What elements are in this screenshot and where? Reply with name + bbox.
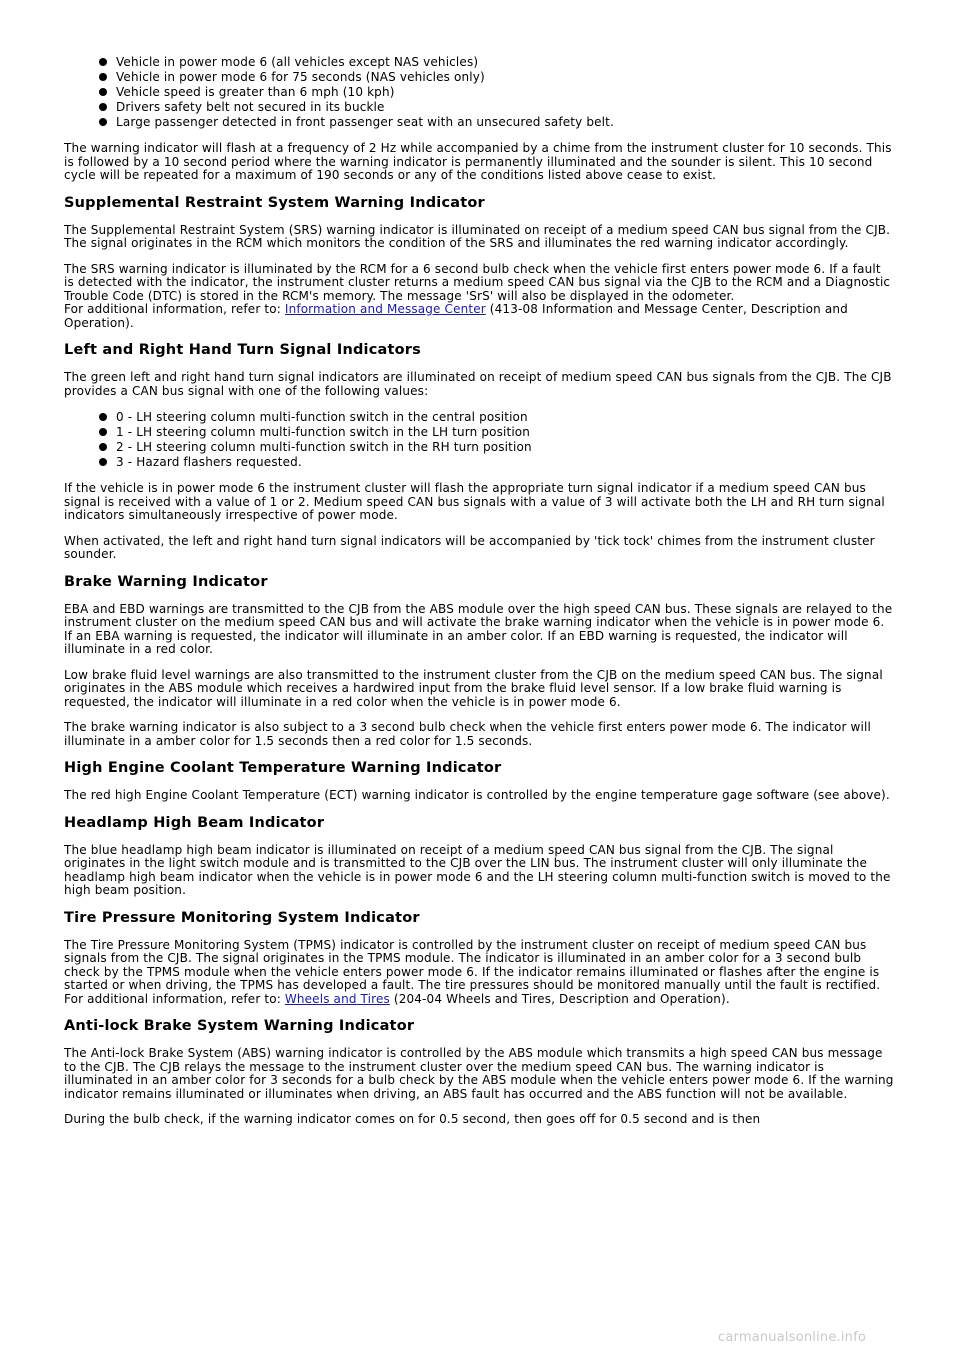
paragraph-srs-2-text: The SRS warning indicator is illuminated by the RCM for a 6 second bulb check when the vehicle first enters power mode 6. If a fault is detected with the indicator, the instrument cluster returns a medium speed CAN bus signal via the CJB to the RCM and a Diagnostic Trouble Code (DTC) is stored in the RCM's memory. The message 'SrS' will also be displayed in the odometer. — [64, 261, 891, 303]
tpms-ref-suffix: (204-04 Wheels and Tires, Description and Operation). — [389, 991, 730, 1006]
bullet-icon — [99, 118, 107, 126]
heading-coolant: High Engine Coolant Temperature Warning Indicator — [64, 760, 502, 776]
list-item: Vehicle speed is greater than 6 mph (10 kph) — [64, 85, 894, 100]
heading-headlamp: Headlamp High Beam Indicator — [64, 814, 325, 831]
bullet-icon — [99, 443, 107, 451]
list-item: Large passenger detected in front passenger seat with an unsecured safety belt. — [64, 115, 894, 130]
paragraph-brake-3: The brake warning indicator is also subject to a 3 second bulb check when the vehicle first enters power mode 6. The indicator will illuminate in a amber color for 1.5 seconds then a red color for 1.5 seconds. — [64, 720, 871, 748]
list-item: 0 - LH steering column multi-function switch in the central position — [64, 410, 894, 425]
paragraph-turn-2: If the vehicle is in power mode 6 the instrument cluster will flash the appropriate turn signal indicator if a medium speed CAN bus signal is received with a value of 1 or 2. Medium speed CAN bus signals with a value of 3 will activate both the LH and RH turn signal indicators simultaneously irrespective of power mode. — [64, 481, 885, 522]
paragraph-srs-1: The Supplemental Restraint System (SRS) warning indicator is illuminated on receipt of a medium speed CAN bus signal from the CJB. The signal originates in the RCM which monitors the condition of the SRS and illuminates the red warning indicator accordingly. — [64, 222, 891, 250]
paragraph-brake-2: Low brake fluid level warnings are also transmitted to the instrument cluster from the CJB on the medium speed CAN bus. The signal originates in the ABS module which receives a hardwired input from the brake fluid level sensor. If a low brake fluid warning is requested, the indicator will illuminate in a red color when the vehicle is in power mode 6. — [64, 667, 883, 709]
list-item: 3 - Hazard flashers requested. — [64, 455, 894, 470]
paragraph-headlamp: The blue headlamp high beam indicator is illuminated on receipt of a medium speed CAN bus signal from the CJB. The signal originates in the light switch module and is transmitted to the CJB over the LIN bus. The instrument cluster will only illuminate the headlamp high beam indicator when the vehicle is in power mode 6 and the LH steering column multi-function switch is moved to the high beam position. — [64, 842, 891, 897]
link-information-message-center[interactable]: Information and Message Center — [284, 302, 486, 316]
heading-abs: Anti-lock Brake System Warning Indicator — [64, 1018, 415, 1034]
bullet-icon — [99, 88, 107, 96]
srs-ref-suffix: (413-08 Information and Message Center, Description and Operation). — [64, 302, 848, 330]
watermark: carmanualsonline.info — [718, 1330, 867, 1345]
paragraph-brake-1: EBA and EBD warnings are transmitted to the CJB from the ABS module over the high speed CAN bus. These signals are relayed to the instrument cluster on the medium speed CAN bus and will activate the brake warning indicator when the vehicle is in power mode 6. If an EBA warning is requested, the indicator will illuminate in an amber color. If an EBD warning is requested, the indicator will illuminate in a red color. — [64, 601, 893, 656]
paragraph-tpms — [64, 939, 894, 1007]
paragraph-abs-1: The Anti-lock Brake System (ABS) warning indicator is controlled by the ABS module which transmits a high speed CAN bus message to the CJB. The CJB relays the message to the instrument cluster over the medium speed CAN bus. The warning indicator is illuminated in an amber color for 3 seconds for a bulb check by the ABS module when the vehicle enters power mode 6. If the warning indicator remains illuminated or illuminates when driving, an ABS fault has occurred and the ABS function will not be available. — [64, 1046, 894, 1101]
paragraph-srs-2 — [64, 263, 894, 331]
list-item: Drivers safety belt not secured in its buckle — [64, 100, 894, 115]
paragraph-turn-3: When activated, the left and right hand turn signal indicators will be accompanied by 'tick tock' chimes from the instrument cluster sounder. — [64, 533, 875, 561]
bullet-icon — [99, 413, 107, 421]
list-item: 2 - LH steering column multi-function switch in the RH turn position — [64, 440, 894, 455]
document-page — [64, 55, 894, 1139]
heading-srs: Supplemental Restraint System Warning Indicator — [64, 194, 485, 211]
tpms-ref-prefix: For additional information, refer to: — [64, 991, 285, 1006]
paragraph-tpms-text: The Tire Pressure Monitoring System (TPMS) indicator is controlled by the instrument cluster on receipt of medium speed CAN bus signals from the CJB. The signal originates in the TPMS module. The indicator is illuminated in an amber color for a 3 second bulb check by the TPMS module when the vehicle enters power mode 6. If the indicator remains illuminated or flashes after the engine is started or when driving, the TPMS has developed a fault. The tire pressures should be monitored manually until the fault is rectified. — [64, 937, 881, 992]
paragraph-abs-2: During the bulb check, if the warning indicator comes on for 0.5 second, then goes off for 0.5 second and is then — [64, 1112, 761, 1126]
paragraph-coolant: The red high Engine Coolant Temperature (ECT) warning indicator is controlled by the engine temperature gage software (see above). — [64, 788, 890, 802]
bullet-icon — [99, 58, 107, 66]
bullet-list-conditions — [64, 55, 894, 130]
heading-turn-signals: Left and Right Hand Turn Signal Indicators — [64, 342, 421, 358]
list-item: Vehicle in power mode 6 for 75 seconds (NAS vehicles only) — [64, 70, 894, 85]
bullet-icon — [99, 458, 107, 466]
bullet-icon — [99, 428, 107, 436]
bullet-icon — [99, 103, 107, 111]
list-item: Vehicle in power mode 6 (all vehicles except NAS vehicles) — [64, 55, 894, 70]
bullet-icon — [99, 73, 107, 81]
bullet-list-turn-values — [64, 410, 894, 470]
paragraph-turn-1: The green left and right hand turn signal indicators are illuminated on receipt of medium speed CAN bus signals from the CJB. The CJB provides a CAN bus signal with one of the following values: — [64, 370, 892, 398]
link-wheels-and-tires[interactable]: Wheels and Tires — [284, 991, 390, 1006]
heading-tpms: Tire Pressure Monitoring System Indicator — [64, 909, 420, 926]
srs-ref-prefix: For additional information, refer to: — [64, 302, 285, 316]
heading-brake: Brake Warning Indicator — [64, 573, 268, 590]
paragraph-warning-flash: The warning indicator will flash at a frequency of 2 Hz while accompanied by a chime from the instrument cluster for 10 seconds. This is followed by a 10 second period where the warning indicator is permanently illuminated and the sounder is silent. This 10 second cycle will be repeated for a maximum of 190 seconds or any of the conditions listed above cease to exist. — [64, 141, 892, 182]
list-item: 1 - LH steering column multi-function switch in the LH turn position — [64, 425, 894, 440]
